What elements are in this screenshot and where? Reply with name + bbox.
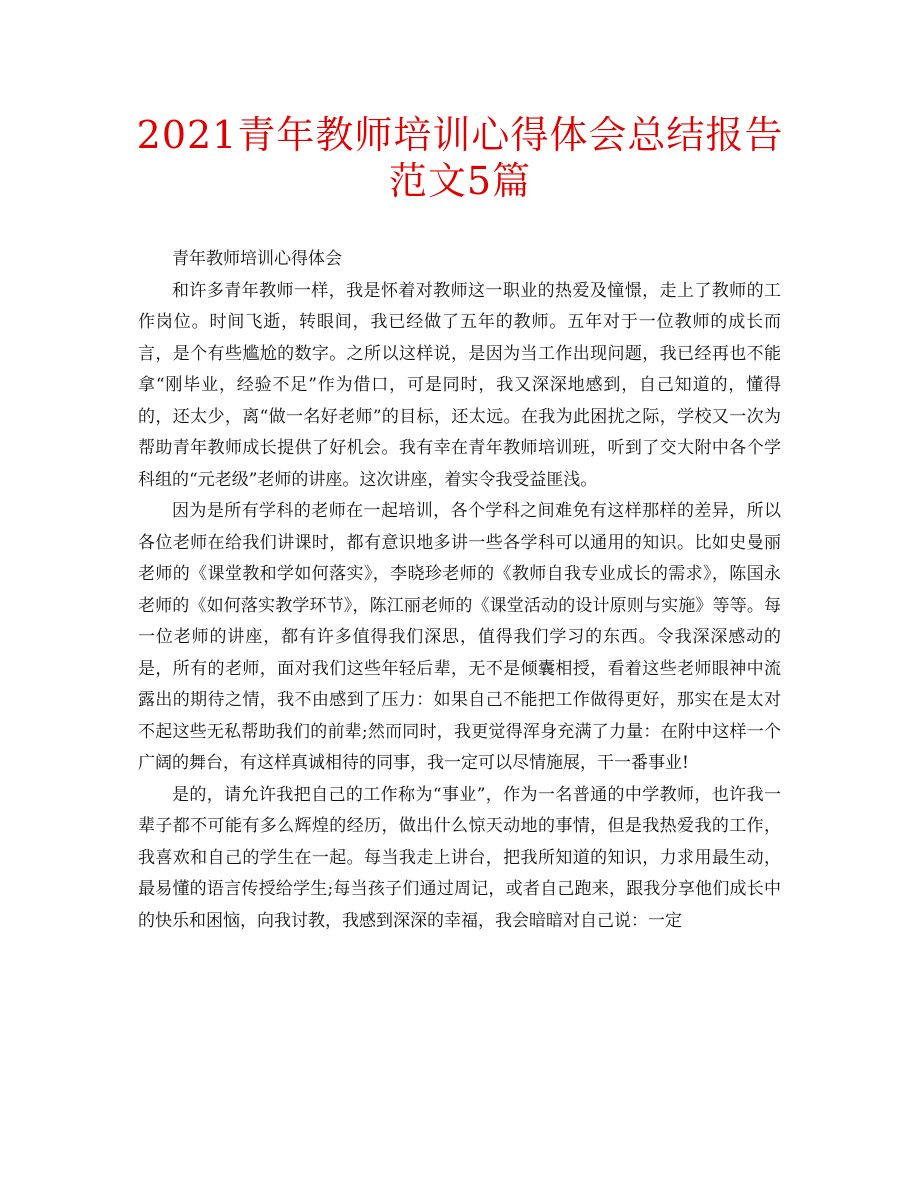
document-body (138, 244, 781, 937)
paragraph: 是的，请允许我把自己的工作称为“事业”，作为一名普通的中学教师，也许我一辈子都不可能有多么辉煌的经历，做出什么惊天动地的事情，但是我热爱我的工作，我喜欢和自己的学生在一起。每当我走上讲台，把我所知道的知识，力求用最生动，最易懂的语言传授给学生;每当孩子们通过周记，或者自己跑来，跟我分享他们成长中的快乐和困恼，向我讨教，我感到深深的幸福，我会暗暗对自己说：一定 (138, 784, 781, 931)
paragraph: 因为是所有学科的老师在一起培训，各个学科之间难免有这样那样的差异，所以各位老师在给我们讲课时，都有意识地多讲一些各学科可以通用的知识。比如史曼丽老师的《课堂教和学如何落实》，李晓珍老师的《教师自我专业成长的需求》，陈国永老师的《如何落实教学环节》，陈江丽老师的《课堂活动的设计原则与实施》等等。每一位老师的讲座，都有许多值得我们深思，值得我们学习的东西。令我深深感动的是，所有的老师，面对我们这些年轻后辈，无不是倾囊相授，看着这些老师眼神中流露出的期待之情，我不由感到了压力：如果自己不能把工作做得更好，那实在是太对不起这些无私帮助我们的前辈;然而同时，我更觉得浑身充满了力量：在附中这样一个广阔的舞台，有这样真诚相待的同事，我一定可以尽情施展，干一番事业! (138, 501, 781, 773)
section-heading: 青年教师培训心得体会 (172, 249, 342, 269)
paragraph: 和许多青年教师一样，我是怀着对教师这一职业的热爱及憧憬，走上了教师的工作岗位。时间飞逝，转眼间，我已经做了五年的教师。五年对于一位教师的成长而言，是个有些尴尬的数字。之所以这样说，是因为当工作出现问题，我已经再也不能拿“刚毕业，经验不足”作为借口，可是同时，我又深深地感到，自己知道的，懂得的，还太少，离“做一名好老师”的目标，还太远。在我为此困扰之际，学校又一次为帮助青年教师成长提供了好机会。我有幸在青年教师培训班，听到了交大附中各个学科组的“元老级”老师的讲座。这次讲座，着实令我受益匪浅。 (138, 280, 781, 490)
document-title: 2021青年教师培训心得体会总结报告范文5篇 (136, 113, 784, 203)
